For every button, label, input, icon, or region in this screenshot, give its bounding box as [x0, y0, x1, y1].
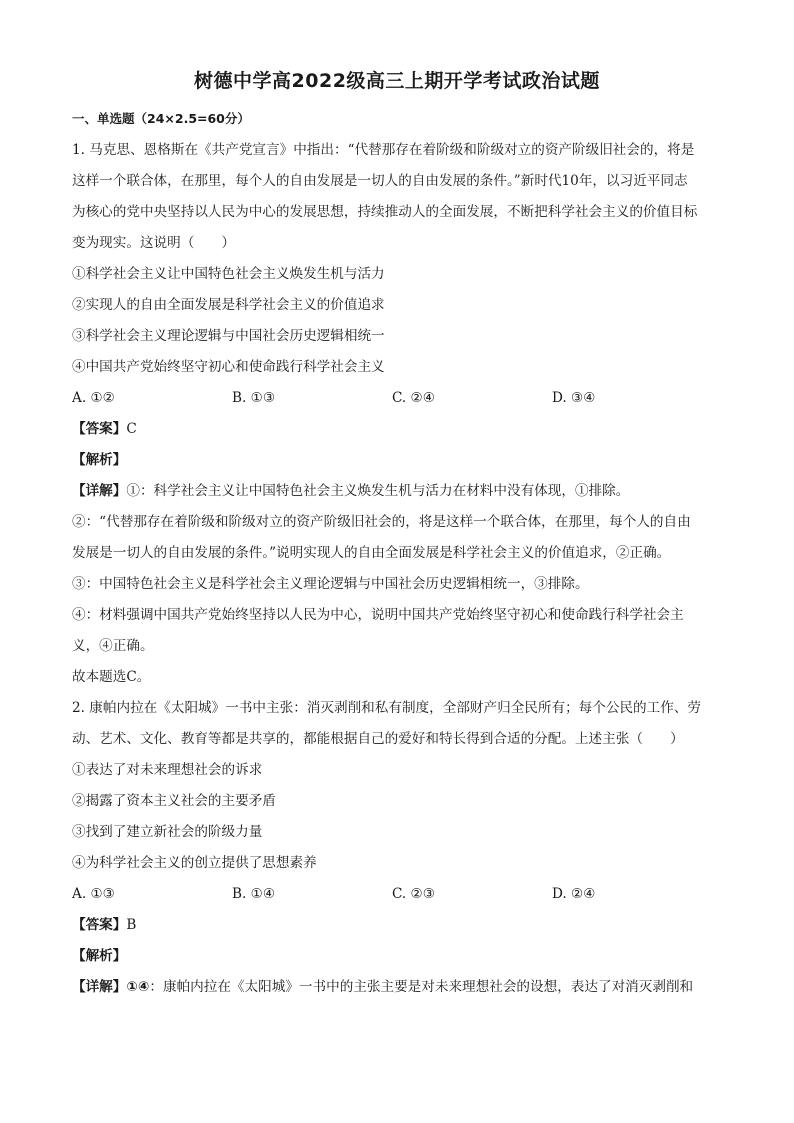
detail-line: ④：材料强调中国共产党始终坚持以人民为中心，说明中国共产党始终坚守初心和使命践行科学社会主	[72, 607, 684, 623]
statement-item: ④中国共产党始终坚守初心和使命践行科学社会主义	[72, 359, 385, 375]
option-d: D. ③④	[552, 390, 596, 406]
answer-tag: 【答案】	[72, 917, 127, 933]
analysis-line	[72, 941, 722, 972]
detail-line: 故本题选C。	[72, 669, 151, 685]
detail-tag: 【详解】	[72, 979, 127, 995]
answer-value: B	[126, 917, 137, 933]
analysis-line	[72, 445, 722, 476]
detail-line	[72, 972, 722, 1003]
detail-line: ③：中国特色社会主义是科学社会主义理论逻辑与中国社会历史逻辑相统一，③排除。	[72, 576, 589, 592]
detail-text: ：康帕内拉在《太阳城》一书中的主张主要是对未来理想社会的设想，表达了对消灭剥削和	[149, 979, 694, 995]
question-stem-line: 1. 马克思、恩格斯在《共产党宣言》中指出：“代替那存在着阶级和阶级对立的资产阶级旧社会的，将是	[72, 142, 695, 158]
detail-line	[72, 476, 722, 507]
detail-lead: ①④	[126, 979, 150, 995]
analysis-tag: 【解析】	[72, 948, 127, 964]
question-1	[72, 135, 722, 693]
question-stem-line: 2. 康帕内拉在《太阳城》一书中主张：消灭剥削和私有制度，全部财产归全民所有；每个公民的工作、劳	[72, 700, 702, 716]
page-title: 树德中学高2022级高三上期开学考试政治试题	[194, 70, 600, 92]
question-stem-line: 动、艺术、文化、教育等都是共享的，都能根据自己的爱好和特长得到合适的分配。上述主张（ ）	[72, 731, 684, 747]
answer-options	[72, 879, 722, 910]
answer-tag: 【答案】	[72, 421, 127, 437]
option-a: A. ①③	[72, 886, 115, 902]
analysis-tag: 【解析】	[72, 452, 127, 468]
statement-item: ①表达了对未来理想社会的诉求	[72, 762, 263, 778]
detail-line: 义，④正确。	[72, 638, 154, 654]
question-2	[72, 693, 722, 1003]
detail-line: 发展是一切人的自由发展的条件。”说明实现人的自由全面发展是科学社会主义的价值追求，②正确。	[72, 545, 671, 561]
option-d: D. ②④	[552, 886, 596, 902]
section-heading: 一、单选题（24×2.5=60分）	[72, 111, 250, 126]
statement-item: ①科学社会主义让中国特色社会主义焕发生机与活力	[72, 266, 385, 282]
statement-item: ③找到了建立新社会的阶级力量	[72, 824, 263, 840]
statement-item: ②揭露了资本主义社会的主要矛盾	[72, 793, 276, 809]
statement-item: ③科学社会主义理论逻辑与中国社会历史逻辑相统一	[72, 328, 385, 344]
detail-text: ①：科学社会主义让中国特色社会主义焕发生机与活力在材料中没有体现，①排除。	[126, 483, 630, 499]
answer-line	[72, 910, 722, 941]
option-b: B. ①③	[232, 390, 276, 406]
question-stem-line: 这样一个联合体，在那里，每个人的自由发展是一切人的自由发展的条件。”新时代10年，以习近平同志	[72, 173, 688, 189]
question-stem-line: 为核心的党中央坚持以人民为中心的发展思想，持续推动人的全面发展，不断把科学社会主义的价值目标	[72, 204, 698, 220]
option-a: A. ①②	[72, 390, 115, 406]
option-b: B. ①④	[232, 886, 276, 902]
question-stem-line: 变为现实。这说明（ ）	[72, 235, 236, 251]
detail-line: ②：“代替那存在着阶级和阶级对立的资产阶级旧社会的，将是这样一个联合体，在那里，每个人的自由	[72, 514, 691, 530]
detail-tag: 【详解】	[72, 483, 127, 499]
option-c: C. ②③	[392, 886, 435, 902]
statement-item: ④为科学社会主义的创立提供了思想素养	[72, 855, 317, 871]
answer-line	[72, 414, 722, 445]
answer-value: C	[126, 421, 137, 437]
answer-options	[72, 383, 722, 414]
statement-item: ②实现人的自由全面发展是科学社会主义的价值追求	[72, 297, 385, 313]
option-c: C. ②④	[392, 390, 435, 406]
